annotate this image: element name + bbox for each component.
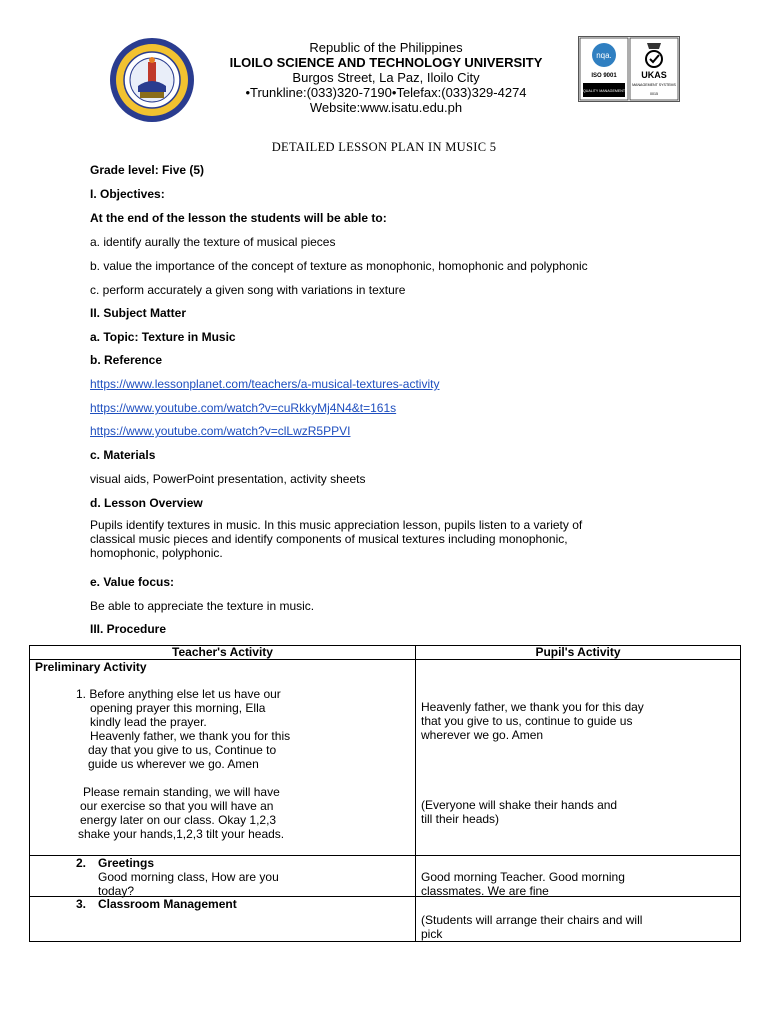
value-focus-text: Be able to appreciate the texture in music.	[90, 599, 315, 613]
greetings-label: Greetings	[98, 856, 155, 870]
reference-link[interactable]: https://www.youtube.com/watch?v=cuRkkyMj4N4&t=161s	[90, 401, 397, 415]
university-website: Website:www.isatu.edu.ph	[309, 100, 463, 115]
teacher-cell: 3. Classroom Management	[30, 897, 416, 942]
teacher-cell: Preliminary Activity 1. Before anything else let us have our opening prayer this morning, Ella kindly lead the prayer. Heavenly father, we thank you for this day that you give to us, Continue to guide us wherever we go. Amen Please remain standing, we will have our exercise so that you will have an energy later on our class. Okay 1,2,3 shake your hands,1,2,3 tilt your heads.	[30, 660, 416, 856]
university-name: ILOILO SCIENCE AND TECHNOLOGY UNIVERSITY	[229, 55, 543, 70]
table-row	[30, 897, 741, 942]
republic-line: Republic of the Philippines	[309, 40, 463, 55]
objective-item: b. value the importance of the concept of texture as monophonic, homophonic and polyphonic	[90, 259, 588, 273]
reference-link[interactable]: https://www.youtube.com/watch?v=clLwzR5PPVI	[90, 424, 351, 438]
lesson-overview-heading: d. Lesson Overview	[90, 496, 203, 510]
classroom-management-label: Classroom Management	[98, 897, 237, 911]
pupil-cell: Good morning Teacher. Good morning classmates. We are fine	[416, 856, 741, 897]
objectives-intro: At the end of the lesson the students will be able to:	[90, 211, 387, 225]
table-row	[30, 660, 741, 856]
pupil-cell: (Students will arrange their chairs and will pick	[416, 897, 741, 942]
teacher-activity-header: Teacher's Activity	[30, 646, 416, 660]
university-phones: •Trunkline:(033)320-7190•Telefax:(033)329-4274	[245, 85, 527, 100]
iso-ukas-icon	[579, 37, 679, 101]
objective-item: a. identify aurally the texture of musical pieces	[90, 235, 336, 249]
teacher-cell: 2. Greetings Good morning class, How are you today?	[30, 856, 416, 897]
svg-text:QUALITY MANAGEMENT: QUALITY MANAGEMENT	[582, 89, 626, 93]
materials-heading: c. Materials	[90, 448, 156, 462]
table-header-row	[30, 646, 741, 660]
document-title: DETAILED LESSON PLAN IN MUSIC 5	[271, 140, 497, 154]
topic: a. Topic: Texture in Music	[90, 330, 236, 344]
university-address: Burgos Street, La Paz, Iloilo City	[292, 70, 480, 85]
letterhead	[196, 40, 576, 115]
certification-badges	[578, 36, 680, 102]
university-seal-logo	[108, 36, 196, 124]
lesson-overview-text: Pupils identify textures in music. In this music appreciation lesson, pupils listen to a variety of classical music pieces and identify components of musical textures including monophonic, homophonic, polyphonic.	[90, 518, 583, 560]
svg-text:0015: 0015	[650, 92, 658, 96]
reference-heading: b. Reference	[90, 353, 163, 367]
preliminary-activity-label: Preliminary Activity	[35, 660, 147, 674]
table-row	[30, 856, 741, 897]
svg-text:UKAS: UKAS	[641, 70, 667, 80]
procedure-table	[29, 645, 741, 942]
objective-item: c. perform accurately a given song with variations in texture	[90, 283, 406, 297]
reference-link[interactable]: https://www.lessonplanet.com/teachers/a-musical-textures-activity	[90, 377, 440, 391]
svg-text:nqa.: nqa.	[596, 51, 612, 60]
pupil-cell: Heavenly father, we thank you for this day that you give to us, continue to guide us wherever we go. Amen (Everyone will shake their hands and till their heads)	[416, 660, 741, 856]
objectives-heading: I. Objectives:	[90, 187, 165, 201]
pupil-activity-header: Pupil's Activity	[416, 646, 741, 660]
svg-text:ISO 9001: ISO 9001	[591, 73, 617, 79]
svg-text:MANAGEMENT SYSTEMS: MANAGEMENT SYSTEMS	[632, 83, 676, 87]
grade-level: Grade level: Five (5)	[90, 163, 205, 177]
value-focus-heading: e. Value focus:	[90, 575, 175, 589]
procedure-heading: III. Procedure	[90, 622, 167, 636]
materials-text: visual aids, PowerPoint presentation, activity sheets	[90, 472, 366, 486]
subject-matter-heading: II. Subject Matter	[90, 306, 187, 320]
